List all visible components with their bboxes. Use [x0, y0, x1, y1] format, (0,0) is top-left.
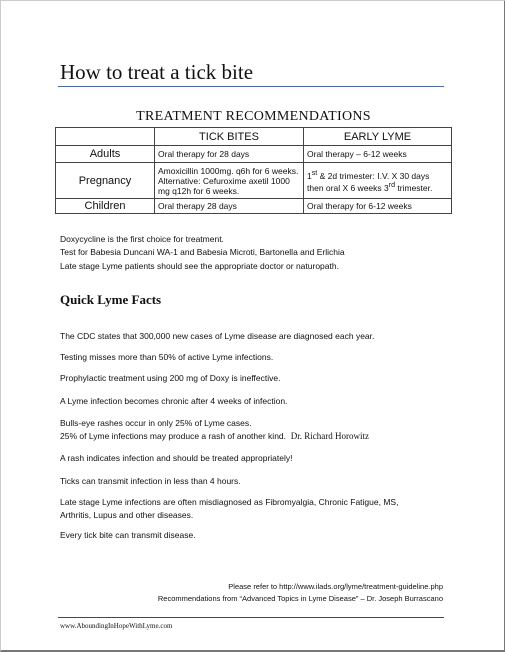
treatment-notes [60, 233, 345, 273]
references [158, 581, 443, 605]
table-header-empty [56, 128, 155, 146]
cell-early-pregnancy: 1st & 2d trimester: I.V. X 30 days then oral X 6 weeks 3rd trimester. [304, 163, 452, 199]
title-divider [58, 86, 444, 87]
fact-author: Dr. Richard Horowitz [290, 431, 369, 441]
fact-line: Testing misses more than 50% of active Lyme infections. [60, 352, 274, 362]
treatment-table [55, 127, 452, 214]
table-row [56, 163, 452, 199]
reference-line: Please refer to http://www.ilads.org/lyme/treatment-guideline.php [228, 582, 443, 591]
fact-line: Prophylactic treatment using 200 mg of Doxy is ineffective. [60, 373, 281, 383]
fact-text: 25% of Lyme infections may produce a rash of another kind. [60, 431, 287, 441]
fact-line: The CDC states that 300,000 new cases of Lyme disease are diagnosed each year. [60, 331, 375, 341]
table-header-row [56, 128, 452, 146]
table-heading: TREATMENT RECOMMENDATIONS [136, 109, 371, 124]
facts-heading: Quick Lyme Facts [60, 292, 162, 307]
note-line: Late stage Lyme patients should see the appropriate doctor or naturopath. [60, 260, 339, 271]
fact-line: Bulls-eye rashes occur in only 25% of Lyme cases. [60, 418, 252, 428]
fact-line: Late stage Lyme infections are often misdiagnosed as Fibromyalgia, Chronic Fatigue, MS, [60, 497, 399, 507]
table-row [56, 146, 452, 163]
cell-tick-adults: Oral therapy for 28 days [155, 146, 304, 163]
row-label-pregnancy: Pregnancy [56, 163, 155, 199]
note-line: Test for Babesia Duncani WA-1 and Babesia Microti, Bartonella and Erlichia [60, 247, 345, 258]
table-header-tick-bites: TICK BITES [155, 128, 304, 146]
footer-divider [58, 617, 444, 618]
footer-url: www.AboundingInHopeWithLyme.com [60, 622, 173, 630]
fact-line: A Lyme infection becomes chronic after 4 weeks of infection. [60, 396, 288, 406]
cell-early-adults: Oral therapy – 6-12 weeks [304, 146, 452, 163]
fact-line-with-author [60, 431, 369, 441]
table-header-early-lyme: EARLY LYME [304, 128, 452, 146]
fact-line: Every tick bite can transmit disease. [60, 530, 196, 540]
cell-tick-pregnancy: Amoxicillin 1000mg. q6h for 6 weeks. Alternative: Cefuroxime axetil 1000 mg q12h for 6 weeks. [155, 163, 304, 199]
cell-early-children: Oral therapy for 6-12 weeks [304, 199, 452, 214]
row-label-children: Children [56, 199, 155, 214]
fact-line: Arthritis, Lupus and other diseases. [60, 510, 194, 520]
row-label-adults: Adults [56, 146, 155, 163]
table-row [56, 199, 452, 214]
fact-line: Ticks can transmit infection in less than 4 hours. [60, 476, 241, 486]
fact-line: A rash indicates infection and should be treated appropriately! [60, 453, 293, 463]
reference-line: Recommendations from “Advanced Topics in Lyme Disease” – Dr. Joseph Burrascano [157, 594, 443, 603]
page-title: How to treat a tick bite [60, 60, 254, 84]
cell-tick-children: Oral therapy 28 days [155, 199, 304, 214]
note-line: Doxycycline is the first choice for treatment. [60, 234, 224, 244]
